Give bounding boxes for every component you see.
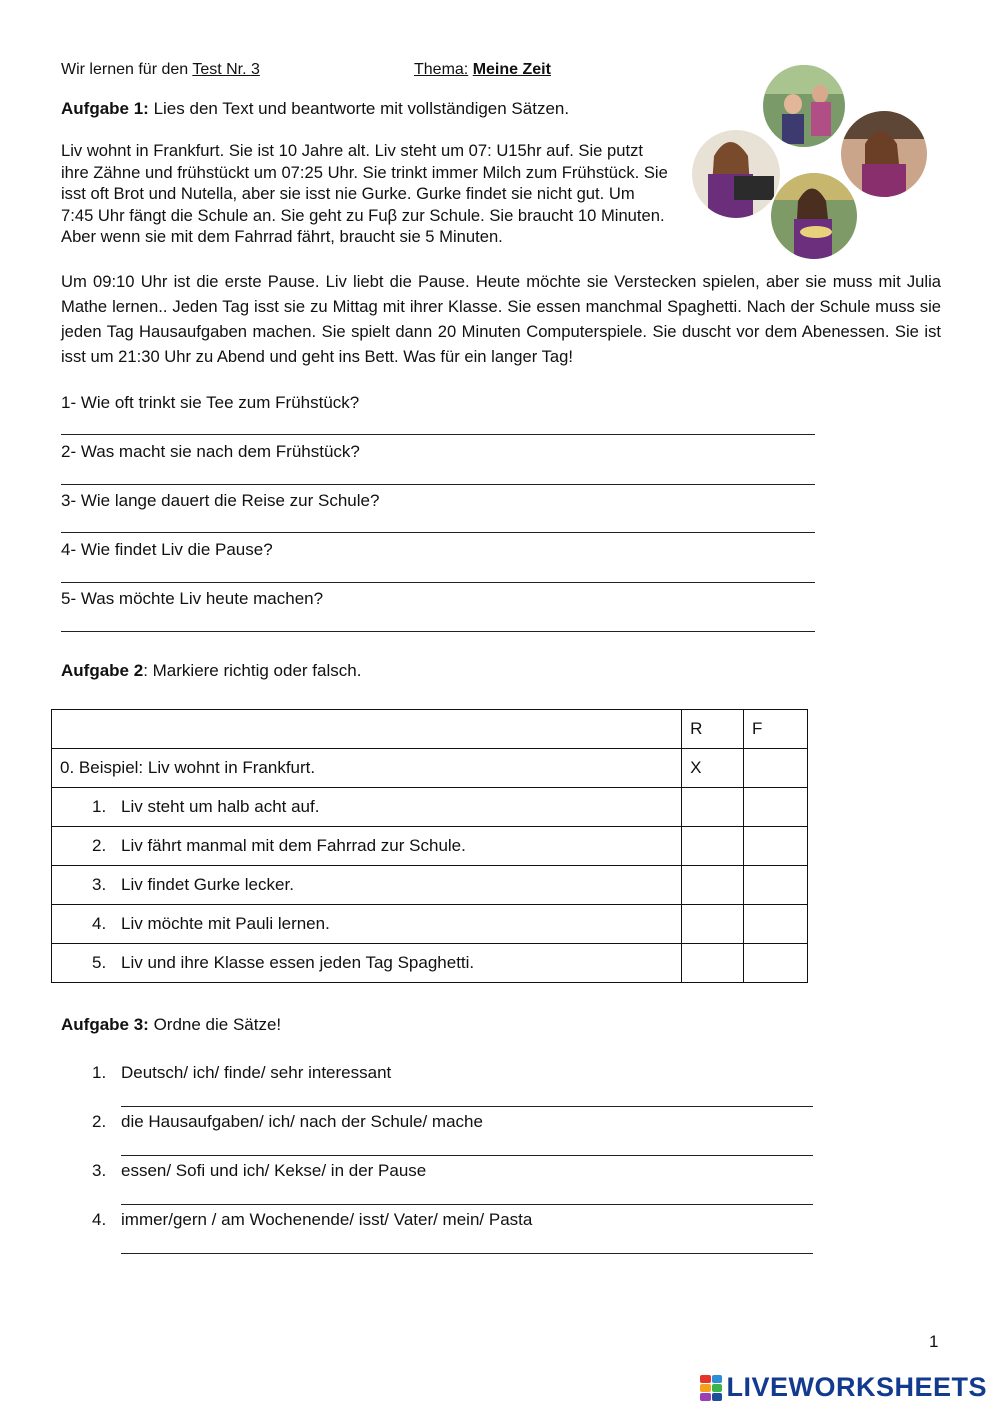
statement-number: 2. (92, 836, 107, 855)
question-2: 2- Was macht sie nach dem Frühstück? (61, 442, 360, 461)
item-text: die Hausaufgaben/ ich/ nach der Schule/ mache (121, 1112, 483, 1131)
table-row (52, 866, 808, 905)
mark-f-cell[interactable] (744, 866, 808, 905)
mark-r-cell[interactable] (682, 866, 744, 905)
table-row (52, 905, 808, 944)
task3-instruction: Ordne die Sätze! (153, 1015, 282, 1034)
task1-label: Aufgabe 1: (61, 99, 149, 118)
header-prefix: Wir lernen für den (61, 61, 189, 78)
question-5: 5- Was möchte Liv heute machen? (61, 589, 324, 608)
statement-cell (52, 827, 682, 866)
table-row (52, 827, 808, 866)
answer-line-3[interactable] (61, 532, 815, 533)
mark-r-cell[interactable] (682, 788, 744, 827)
task1-instruction: Lies den Text und beantworte mit vollständigen Sätzen. (153, 99, 570, 118)
task2-instruction: : Markiere richtig oder falsch. (143, 661, 362, 680)
answer-line[interactable] (121, 1155, 813, 1156)
item-text: essen/ Sofi und ich/ Kekse/ in der Pause (121, 1161, 427, 1180)
question-1: 1- Wie oft trinkt sie Tee zum Frühstück? (61, 393, 360, 412)
answer-line[interactable] (121, 1106, 813, 1107)
statement-text: Liv fährt manmal mit dem Fahrrad zur Schule. (121, 836, 466, 855)
answer-line-4[interactable] (61, 582, 815, 583)
task2-heading (61, 661, 361, 681)
list-item (92, 1210, 532, 1230)
task2-label: Aufgabe 2 (61, 661, 144, 680)
answer-line[interactable] (121, 1253, 813, 1254)
task1-heading (61, 99, 569, 119)
reading-text-top: Liv wohnt in Frankfurt. Sie ist 10 Jahre alt. Liv steht um 07: U15hr auf. Sie putzt ihre Zähne und frühstückt um 07:25 Uhr. Sie trinkt immer Milch zum Frühstück. Sie isst oft Brot und Nutella, aber sie isst nie Gurke. Gurke findet sie nicht gut. Um 7:45 Uhr fängt die Schule an. Sie geht zu Fuβ zur Schule. Sie braucht 10 Minuten. Aber wenn sie mit dem Fahrrad fährt, braucht sie 5 Minuten. (61, 141, 668, 246)
table-row (52, 944, 808, 983)
list-item (92, 1112, 483, 1132)
answer-line-1[interactable] (61, 434, 815, 435)
statement-text: Liv und ihre Klasse essen jeden Tag Spaghetti. (121, 953, 475, 972)
theme-label: Thema: (414, 61, 469, 78)
item-text: Deutsch/ ich/ finde/ sehr interessant (121, 1063, 392, 1082)
mark-f-cell[interactable] (744, 944, 808, 983)
worksheet-header (61, 61, 260, 79)
answer-line-5[interactable] (61, 631, 815, 632)
statement-number: 4. (92, 914, 107, 933)
statement-cell (52, 944, 682, 983)
item-number: 4. (92, 1210, 107, 1229)
mark-f-cell[interactable] (744, 905, 808, 944)
answer-line[interactable] (121, 1204, 813, 1205)
girl-photos-image (690, 64, 940, 264)
statement-text: Liv findet Gurke lecker. (121, 875, 294, 894)
statement-header-cell (52, 710, 682, 749)
theme-line (414, 61, 551, 79)
list-item (92, 1063, 391, 1083)
list-item (92, 1161, 426, 1181)
photo-collage (690, 64, 940, 264)
statement-number: 1. (92, 797, 107, 816)
column-falsch: F (744, 710, 808, 749)
column-richtig: R (682, 710, 744, 749)
table-row (52, 788, 808, 827)
test-number: Test Nr. 3 (192, 61, 260, 78)
reading-text-bottom: Um 09:10 Uhr ist die erste Pause. Liv liebt die Pause. Heute möchte sie Verstecken spielen, aber sie muss mit Julia Mathe lernen.. Jeden Tag isst sie zu Mittag mit ihrer Klasse. Sie essen manchmal Spaghetti. Nach der Schule muss sie jeden Tag Hausaufgaben machen. Sie spielt dann 20 Minuten Computerspiele. Sie duscht vor dem Abenessen. Sie ist isst um 21:30 Uhr zu Abend und geht ins Bett. Was für ein langer Tag! (61, 272, 941, 366)
statement-text: Liv möchte mit Pauli lernen. (121, 914, 330, 933)
true-false-table (51, 709, 808, 983)
theme-title: Meine Zeit (472, 61, 551, 78)
mark-r-cell[interactable] (682, 944, 744, 983)
task3-label: Aufgabe 3: (61, 1015, 149, 1034)
example-mark-f[interactable] (744, 749, 808, 788)
question-3: 3- Wie lange dauert die Reise zur Schule? (61, 491, 380, 510)
statement-text: Liv steht um halb acht auf. (121, 797, 320, 816)
liveworksheets-logo[interactable] (700, 1372, 987, 1403)
table-header-row (52, 710, 808, 749)
brand-name: LIVEWORKSHEETS (726, 1372, 987, 1402)
question-4: 4- Wie findet Liv die Pause? (61, 540, 273, 559)
example-statement: 0. Beispiel: Liv wohnt in Frankfurt. (52, 749, 682, 788)
page-number: 1 (929, 1332, 939, 1351)
statement-cell (52, 788, 682, 827)
item-number: 2. (92, 1112, 107, 1131)
item-number: 1. (92, 1063, 107, 1082)
answer-line-2[interactable] (61, 484, 815, 485)
table-row (52, 749, 808, 788)
statement-number: 5. (92, 953, 107, 972)
statement-cell (52, 905, 682, 944)
mark-f-cell[interactable] (744, 827, 808, 866)
statement-number: 3. (92, 875, 107, 894)
example-mark-r[interactable]: X (682, 749, 744, 788)
item-number: 3. (92, 1161, 107, 1180)
mark-r-cell[interactable] (682, 905, 744, 944)
statement-cell (52, 866, 682, 905)
mark-f-cell[interactable] (744, 788, 808, 827)
task3-heading (61, 1015, 281, 1035)
item-text: immer/gern / am Wochenende/ isst/ Vater/ mein/ Pasta (121, 1210, 533, 1229)
mark-r-cell[interactable] (682, 827, 744, 866)
logo-mark-icon (700, 1375, 722, 1401)
